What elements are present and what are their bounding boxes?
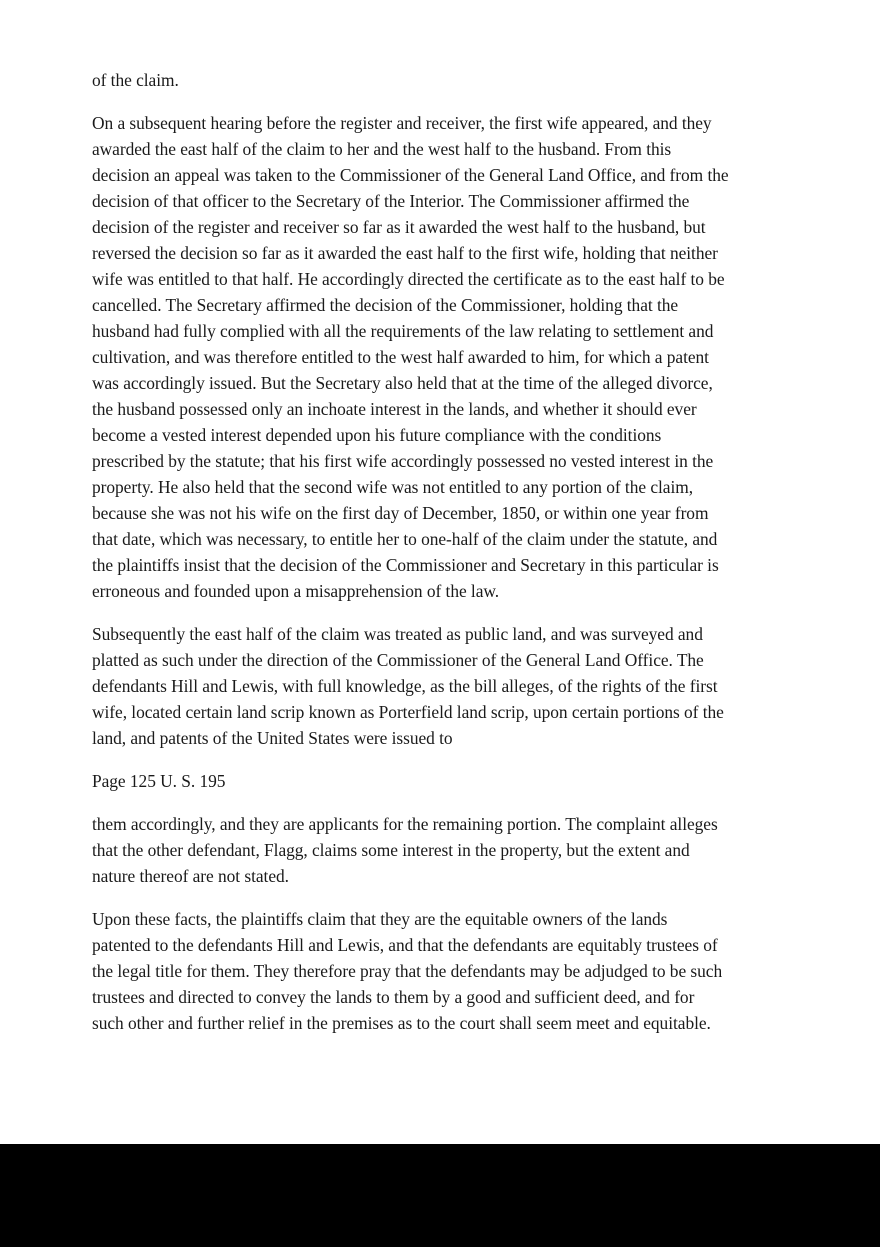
text-line: reversed the decision so far as it awarded the east half to the first wife, holding that neither	[92, 243, 718, 263]
text-line: was accordingly issued. But the Secretary also held that at the time of the alleged divorce,	[92, 373, 713, 393]
text-line: platted as such under the direction of the Commissioner of the General Land Office. The	[92, 650, 704, 670]
paragraph-public-land	[92, 621, 792, 751]
paragraph-claim-end	[92, 67, 792, 93]
text-line: Subsequently the east half of the claim was treated as public land, and was surveyed and	[92, 624, 703, 644]
text-line: defendants Hill and Lewis, with full knowledge, as the bill alleges, of the rights of the first	[92, 676, 718, 696]
text-line: that the other defendant, Flagg, claims some interest in the property, but the extent and	[92, 840, 690, 860]
text-line: husband had fully complied with all the requirements of the law relating to settlement and	[92, 321, 714, 341]
text-line: Upon these facts, the plaintiffs claim that they are the equitable owners of the lands	[92, 909, 668, 929]
text-line: the husband possessed only an inchoate interest in the lands, and whether it should ever	[92, 399, 697, 419]
text-line: wife was entitled to that half. He accordingly directed the certificate as to the east half to be	[92, 269, 725, 289]
paragraph-remaining-portion	[92, 811, 792, 889]
text-line: decision an appeal was taken to the Commissioner of the General Land Office, and from the	[92, 165, 729, 185]
paragraph-prayer-for-relief	[92, 906, 792, 1036]
text-line: erroneous and founded upon a misapprehension of the law.	[92, 581, 500, 601]
bottom-black-bar	[0, 1144, 880, 1247]
text-line: of the claim.	[92, 70, 179, 90]
text-line: cultivation, and was therefore entitled to the west half awarded to him, for which a patent	[92, 347, 709, 367]
text-line: because she was not his wife on the first day of December, 1850, or within one year from	[92, 503, 709, 523]
page-reference	[92, 768, 792, 794]
page-number-label: Page 125 U. S. 195	[92, 771, 226, 791]
text-line: such other and further relief in the premises as to the court shall seem meet and equitable.	[92, 1013, 711, 1033]
text-line: become a vested interest depended upon his future compliance with the conditions	[92, 425, 662, 445]
text-line: prescribed by the statute; that his first wife accordingly possessed no vested interest in the	[92, 451, 714, 471]
text-line: the legal title for them. They therefore pray that the defendants may be adjudged to be such	[92, 961, 723, 981]
text-line: the plaintiffs insist that the decision of the Commissioner and Secretary in this particular is	[92, 555, 719, 575]
text-line: trustees and directed to convey the lands to them by a good and sufficient deed, and for	[92, 987, 695, 1007]
paragraph-hearing	[92, 110, 792, 604]
text-line: land, and patents of the United States were issued to	[92, 728, 453, 748]
text-line: them accordingly, and they are applicants for the remaining portion. The complaint alleges	[92, 814, 718, 834]
text-line: that date, which was necessary, to entitle her to one-half of the claim under the statute, and	[92, 529, 718, 549]
text-line: decision of the register and receiver so far as it awarded the west half to the husband, but	[92, 217, 706, 237]
text-line: cancelled. The Secretary affirmed the decision of the Commissioner, holding that the	[92, 295, 679, 315]
text-line: On a subsequent hearing before the register and receiver, the first wife appeared, and they	[92, 113, 712, 133]
text-line: property. He also held that the second wife was not entitled to any portion of the claim,	[92, 477, 693, 497]
text-line: patented to the defendants Hill and Lewis, and that the defendants are equitably trustees of	[92, 935, 718, 955]
text-line: awarded the east half of the claim to her and the west half to the husband. From this	[92, 139, 672, 159]
text-line: wife, located certain land scrip known as Porterfield land scrip, upon certain portions of the	[92, 702, 724, 722]
text-line: decision of that officer to the Secretary of the Interior. The Commissioner affirmed the	[92, 191, 690, 211]
text-line: nature thereof are not stated.	[92, 866, 289, 886]
document-body	[92, 67, 792, 1053]
